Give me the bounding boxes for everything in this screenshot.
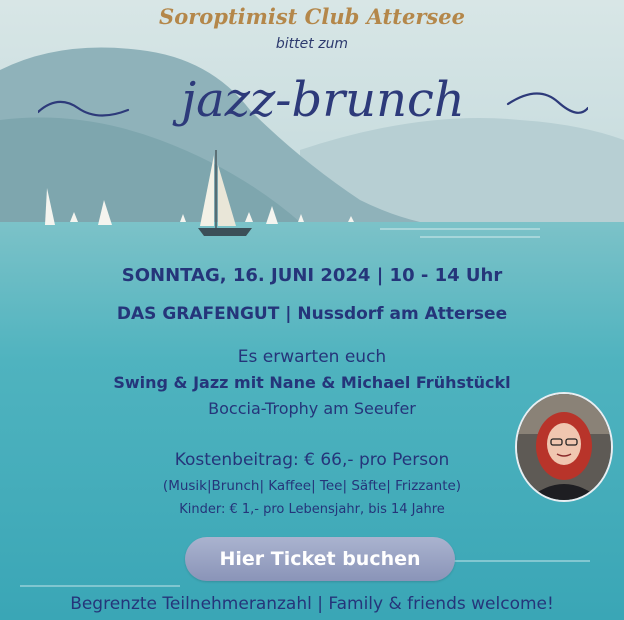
- book-ticket-button[interactable]: Hier Ticket buchen: [185, 537, 455, 581]
- expect-intro: Es erwarten euch: [237, 347, 387, 367]
- children-price: Kinder: € 1,- pro Lebensjahr, bis 14 Jahre: [179, 502, 445, 517]
- footer-note: Begrenzte Teilnehmeranzahl | Family & friends welcome!: [70, 594, 554, 614]
- price-includes: (Musik|Brunch| Kaffee| Tee| Säfte| Frizzante): [162, 478, 462, 494]
- activity-boccia: Boccia-Trophy am Seeufer: [208, 399, 416, 418]
- invite-text: bittet zum: [275, 36, 349, 52]
- performers: Swing & Jazz mit Nane & Michael Frühstückl: [113, 373, 511, 392]
- script-title-text: jazz-brunch: [181, 72, 465, 128]
- club-name: Soroptimist Club Attersee: [159, 4, 465, 29]
- jazz-brunch-script-title: [38, 64, 588, 144]
- event-venue: DAS GRAFENGUT | Nussdorf am Attersee: [116, 304, 508, 324]
- price-per-person: Kostenbeitrag: € 66,- pro Person: [174, 450, 450, 470]
- event-date-time: SONNTAG, 16. JUNI 2024 | 10 - 14 Uhr: [121, 265, 503, 286]
